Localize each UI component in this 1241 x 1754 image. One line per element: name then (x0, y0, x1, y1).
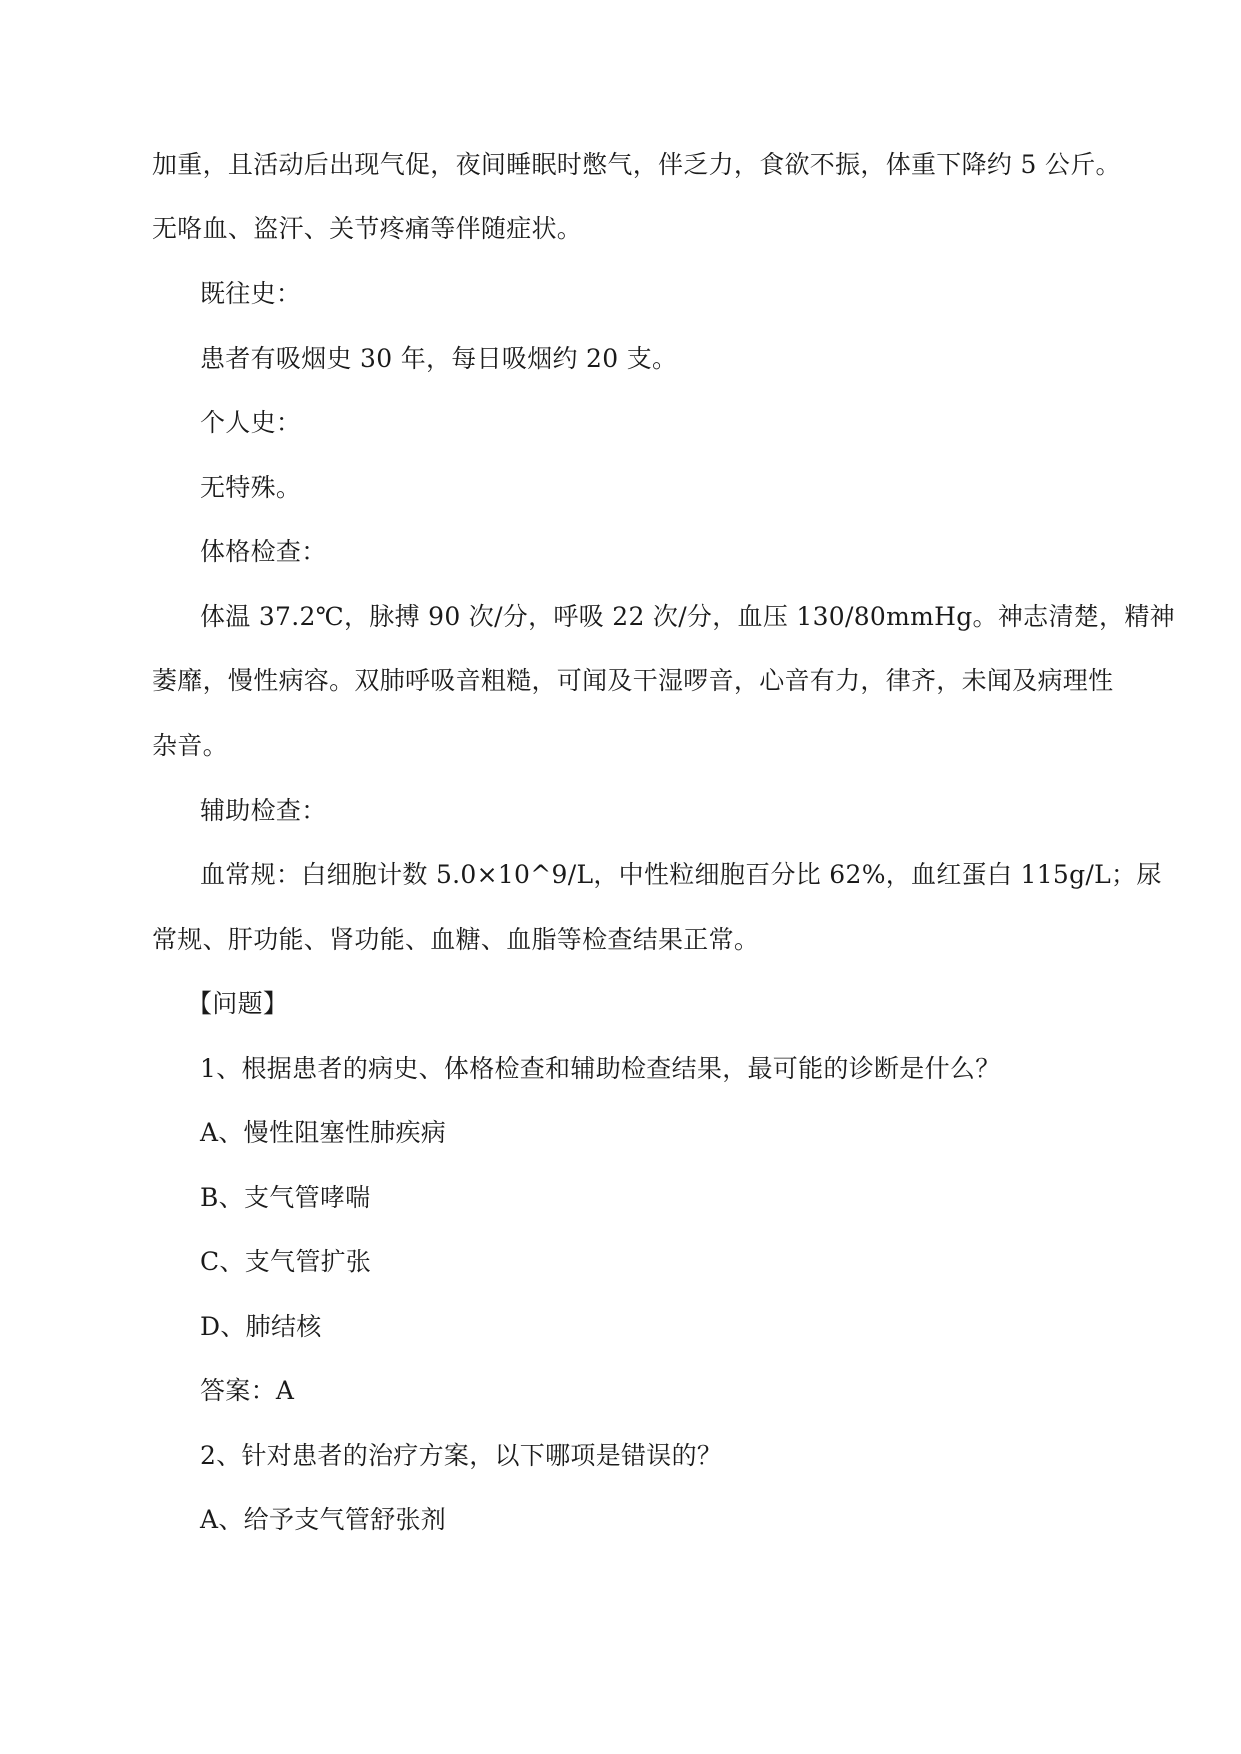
section-heading-personal-history: 个人史： (200, 408, 302, 437)
paragraph-line: 萎靡，慢性病容。双肺呼吸音粗糙，可闻及干湿啰音，心音有力，律齐，未闻及病理性 (152, 666, 1114, 695)
paragraph-line: 患者有吸烟史 30 年，每日吸烟约 20 支。 (200, 344, 678, 373)
section-heading-auxiliary-exam: 辅助检查： (200, 796, 327, 825)
paragraph-line: 加重，且活动后出现气促，夜间睡眠时憋气，伴乏力，食欲不振，体重下降约 5 公斤。 (152, 150, 1121, 179)
paragraph-line: 无咯血、盗汗、关节疼痛等伴随症状。 (152, 214, 583, 243)
paragraph-line: 血常规：白细胞计数 5.0×10^9/L，中性粒细胞百分比 62%，血红蛋白 115g/L；尿 (200, 860, 1162, 889)
section-heading-past-history: 既往史： (200, 279, 302, 308)
paragraph-line: 常规、肝功能、肾功能、血糖、血脂等检查结果正常。 (152, 925, 760, 954)
question-1: 1、根据患者的病史、体格检查和辅助检查结果，最可能的诊断是什么？ (200, 1054, 1001, 1083)
paragraph-line: 体温 37.2℃，脉搏 90 次/分，呼吸 22 次/分，血压 130/80mmHg。神志清楚，精神 (200, 602, 1175, 631)
section-heading-physical-exam: 体格检查： (200, 537, 327, 566)
section-heading-questions: 【问题】 (187, 989, 289, 1018)
paragraph-line: 无特殊。 (200, 473, 302, 502)
option-b: B、支气管哮喘 (200, 1183, 371, 1212)
answer: 答案：A (200, 1376, 295, 1405)
paragraph-line: 杂音。 (152, 731, 228, 760)
question-2: 2、针对患者的治疗方案，以下哪项是错误的？ (200, 1441, 723, 1470)
option-a: A、给予支气管舒张剂 (200, 1505, 447, 1534)
option-c: C、支气管扩张 (200, 1247, 372, 1276)
option-d: D、肺结核 (200, 1312, 322, 1341)
option-a: A、慢性阻塞性肺疾病 (200, 1118, 447, 1147)
